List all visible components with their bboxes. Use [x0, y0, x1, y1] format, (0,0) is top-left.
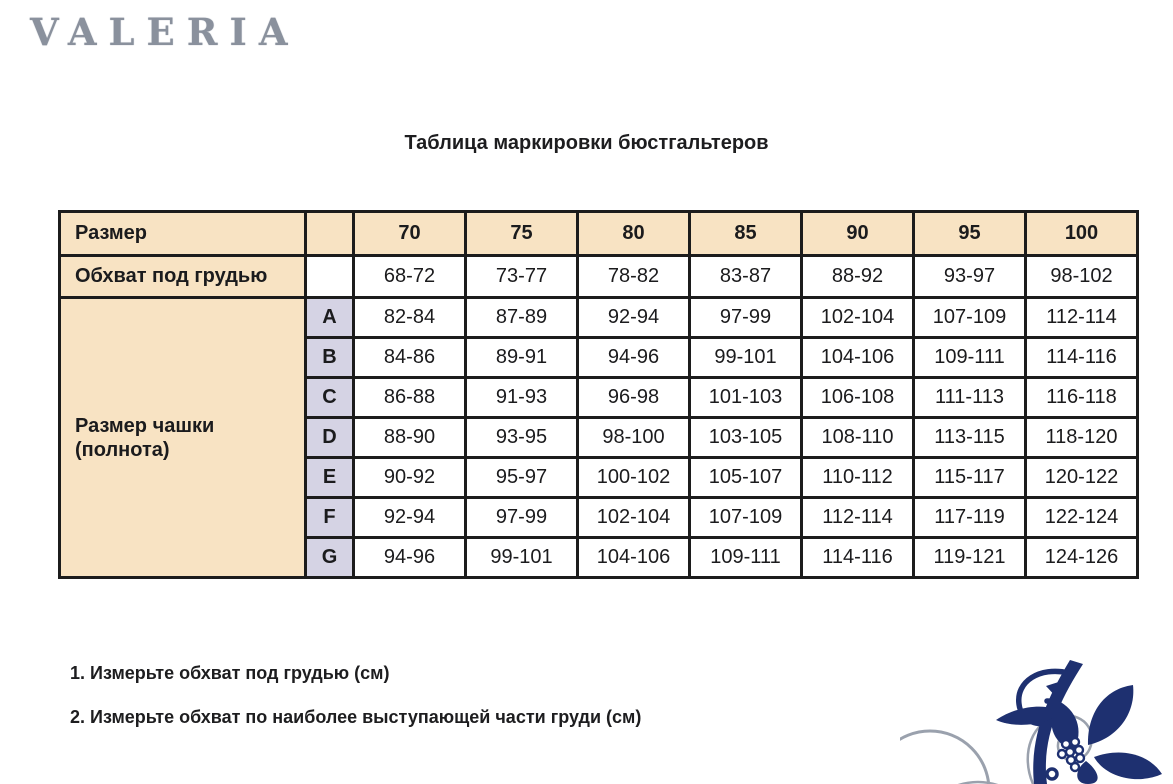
bust-range-cell: 102-104 — [802, 298, 914, 338]
underbust-range-cell: 98-102 — [1026, 256, 1138, 298]
row-label-cup-size — [60, 298, 306, 578]
bust-range-cell: 100-102 — [578, 458, 690, 498]
bust-range-cell: 87-89 — [466, 298, 578, 338]
bust-range-cell: 89-91 — [466, 338, 578, 378]
bust-range-cell: 113-115 — [914, 418, 1026, 458]
page-title: Таблица маркировки бюстгальтеров — [404, 132, 769, 154]
bust-range-cell: 84-86 — [354, 338, 466, 378]
measurement-instructions — [70, 663, 641, 728]
bust-range-cell: 90-92 — [354, 458, 466, 498]
bust-range-cell: 116-118 — [1026, 378, 1138, 418]
band-size-header-cell: 95 — [914, 212, 1026, 256]
bust-range-cell: 117-119 — [914, 498, 1026, 538]
bust-range-cell: 114-116 — [1026, 338, 1138, 378]
bust-range-cell: 119-121 — [914, 538, 1026, 578]
cup-label-line2: (полнота) — [75, 438, 170, 461]
underbust-range-cell: 88-92 — [802, 256, 914, 298]
underbust-row — [60, 256, 1138, 298]
bust-range-cell: 88-90 — [354, 418, 466, 458]
bust-range-cell: 102-104 — [578, 498, 690, 538]
bust-range-cell: 118-120 — [1026, 418, 1138, 458]
cup-letter-cell: D — [306, 418, 354, 458]
bust-range-cell: 95-97 — [466, 458, 578, 498]
bust-range-cell: 96-98 — [578, 378, 690, 418]
bra-size-table — [58, 210, 1139, 579]
bust-range-cell: 92-94 — [578, 298, 690, 338]
bust-range-cell: 82-84 — [354, 298, 466, 338]
band-size-header-cell: 70 — [354, 212, 466, 256]
bust-range-cell: 94-96 — [578, 338, 690, 378]
cup-column-spacer-cell — [306, 212, 354, 256]
underbust-range-cell: 68-72 — [354, 256, 466, 298]
bust-range-cell: 93-95 — [466, 418, 578, 458]
bust-range-cell: 97-99 — [690, 298, 802, 338]
bust-range-cell: 107-109 — [690, 498, 802, 538]
bust-range-cell: 110-112 — [802, 458, 914, 498]
band-size-header-cell: 75 — [466, 212, 578, 256]
bust-range-cell: 101-103 — [690, 378, 802, 418]
bust-range-cell: 109-111 — [690, 538, 802, 578]
instruction-step-2: 2. Измерьте обхват по наиболее выступающей части груди (см) — [70, 707, 642, 727]
cup-letter-cell: E — [306, 458, 354, 498]
bust-range-cell: 99-101 — [690, 338, 802, 378]
bust-range-cell: 104-106 — [802, 338, 914, 378]
bust-range-cell: 91-93 — [466, 378, 578, 418]
floral-swirl-ornament-icon — [900, 660, 1173, 784]
cup-column-spacer-cell — [306, 256, 354, 298]
bust-range-cell: 86-88 — [354, 378, 466, 418]
bust-range-cell: 92-94 — [354, 498, 466, 538]
bust-range-cell: 97-99 — [466, 498, 578, 538]
bust-range-cell: 105-107 — [690, 458, 802, 498]
cup-letter-cell: F — [306, 498, 354, 538]
band-size-header-cell: 85 — [690, 212, 802, 256]
bust-range-cell: 104-106 — [578, 538, 690, 578]
band-size-row — [60, 212, 1138, 256]
underbust-range-cell: 78-82 — [578, 256, 690, 298]
bust-range-cell: 107-109 — [914, 298, 1026, 338]
underbust-range-cell: 73-77 — [466, 256, 578, 298]
cup-label-line1: Размер чашки — [75, 414, 215, 437]
bust-range-cell: 98-100 — [578, 418, 690, 458]
underbust-range-cell: 93-97 — [914, 256, 1026, 298]
cup-letter-cell: A — [306, 298, 354, 338]
bust-range-cell: 112-114 — [1026, 298, 1138, 338]
brand-logo: VALERIA — [30, 10, 300, 54]
cup-letter-cell: G — [306, 538, 354, 578]
row-label-size: Размер — [60, 212, 306, 256]
bust-range-cell: 106-108 — [802, 378, 914, 418]
bust-range-cell: 103-105 — [690, 418, 802, 458]
band-size-header-cell: 90 — [802, 212, 914, 256]
bust-range-cell: 112-114 — [802, 498, 914, 538]
bust-range-cell: 120-122 — [1026, 458, 1138, 498]
bust-range-cell: 114-116 — [802, 538, 914, 578]
bust-range-cell: 109-111 — [914, 338, 1026, 378]
bust-range-cell: 115-117 — [914, 458, 1026, 498]
bust-range-cell: 111-113 — [914, 378, 1026, 418]
bust-range-cell: 108-110 — [802, 418, 914, 458]
bust-range-cell: 99-101 — [466, 538, 578, 578]
band-size-header-cell: 100 — [1026, 212, 1138, 256]
band-size-header-cell: 80 — [578, 212, 690, 256]
cup-row-A — [60, 298, 1138, 338]
instruction-step-1: 1. Измерьте обхват под грудью (см) — [70, 663, 390, 683]
bust-range-cell: 94-96 — [354, 538, 466, 578]
underbust-range-cell: 83-87 — [690, 256, 802, 298]
bust-range-cell: 124-126 — [1026, 538, 1138, 578]
row-label-underbust: Обхват под грудью — [60, 256, 306, 298]
bust-range-cell: 122-124 — [1026, 498, 1138, 538]
cup-letter-cell: B — [306, 338, 354, 378]
bra-size-table-body — [60, 212, 1138, 578]
cup-letter-cell: C — [306, 378, 354, 418]
